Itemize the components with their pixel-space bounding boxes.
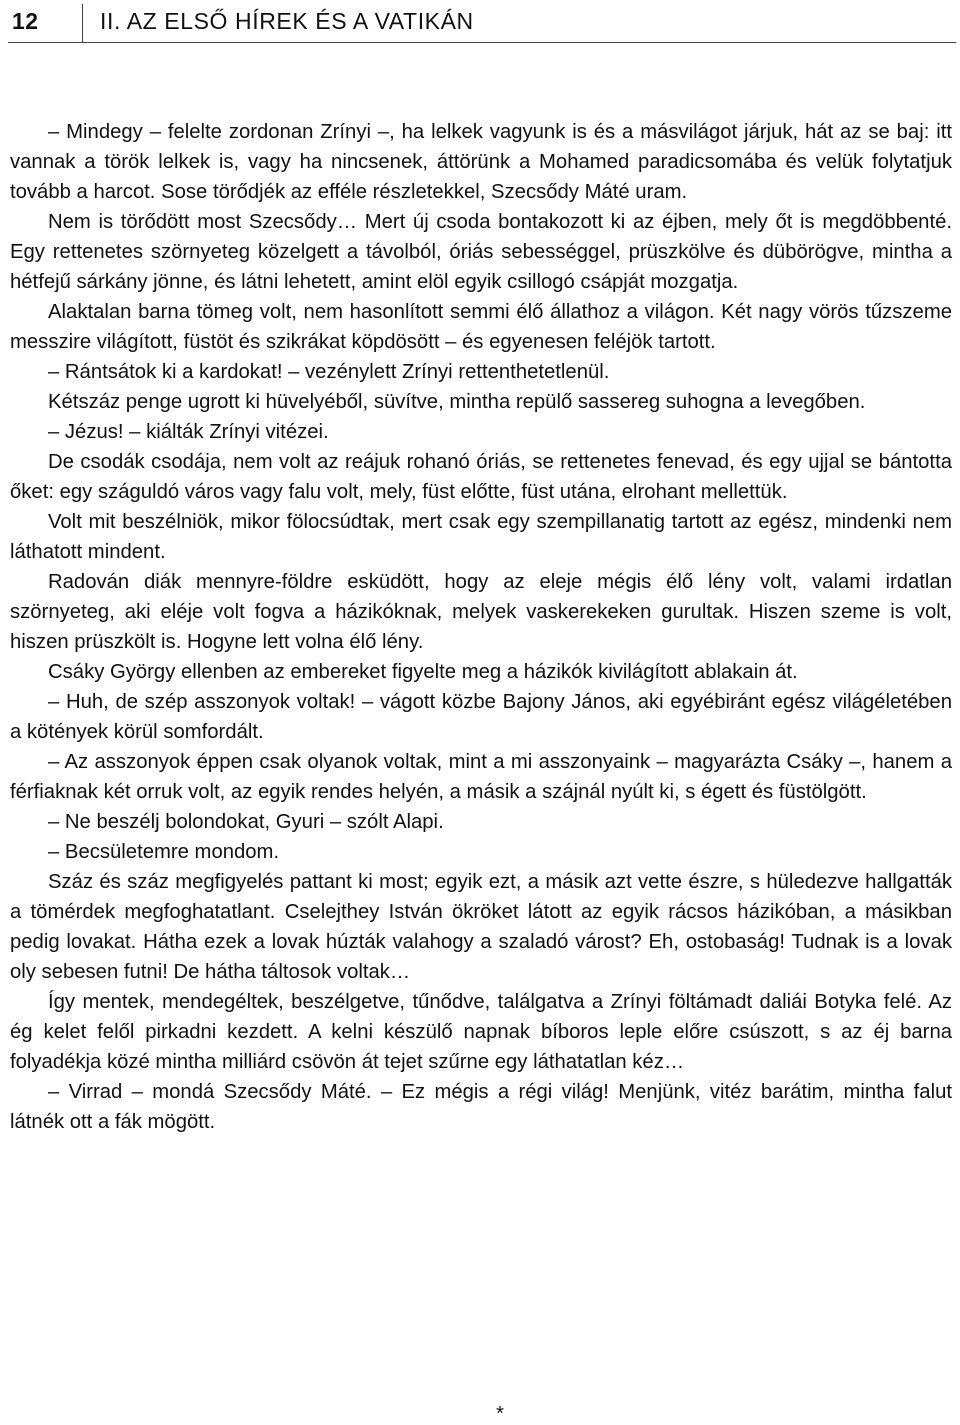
paragraph: Nem is törődött most Szecsődy… Mert új csoda bontakozott ki az éjben, mely őt is megdöbbenté. Egy rettenetes szörnyeteg közelgett a távolból, óriás sebességgel, prüszkölve és dübörögve, mintha a hétfejű sárkány jönne, és látni lehetett, amint elöl egyik csillogó csápját mozgatja.: [10, 211, 952, 293]
paragraph: Száz és száz megfigyelés pattant ki most; egyik ezt, a másik azt vette észre, s hüledezve hallgatták a tömérdek megfoghatatlant. Cselejthey István ökröket látott az egyik rácsos házikóban, a másikban pedig lovakat. Hátha ezek a lovak húzták valahogy a szaladó várost? Eh, ostobaság! Tudnak is a lovak oly sebesen futni! De hátha táltosok voltak…: [10, 871, 952, 983]
paragraph: Alaktalan barna tömeg volt, nem hasonlított semmi élő állathoz a világon. Két nagy vörös tűzszeme messzire világított, füstöt és szikrákat köpdösött – és egyenesen feléjök tartott.: [10, 301, 952, 353]
paragraph: Radován diák mennyre-földre esküdött, hogy az eleje mégis élő lény volt, valami irdatlan szörnyeteg, aki eléje volt fogva a házikóknak, melyek vaskerekeken gurultak. Hiszen szeme is volt, hiszen prüszkölt is. Hogyne lett volna élő lény.: [10, 571, 952, 653]
paragraph: De csodák csodája, nem volt az reájuk rohanó óriás, se rettenetes fenevad, és egy ujjal se bántotta őket: egy száguldó város vagy falu volt, mely, füst előtte, füst utána, elrohant mellettük.: [10, 451, 952, 503]
paragraph: – Rántsátok ki a kardokat! – vezénylett Zrínyi rettenthetetlenül.: [48, 361, 610, 383]
paragraph: – Virrad – mondá Szecsődy Máté. – Ez mégis a régi világ! Menjünk, vitéz barátim, mintha falut látnék ott a fák mögött.: [10, 1081, 952, 1133]
paragraph: – Becsületemre mondom.: [48, 841, 280, 863]
header-rule: [8, 42, 956, 43]
chapter-title: II. AZ ELSŐ HÍREK ÉS A VATIKÁN: [100, 8, 474, 34]
paragraph: – Az asszonyok éppen csak olyanok voltak, mint a mi asszonyaink – magyarázta Csáky –, hanem a férfiaknak két orruk volt, az egyik rendes helyén, a másik a szájnál nyúlt ki, s égett és füstölgött.: [10, 751, 952, 803]
paragraph: Csáky György ellenben az embereket figyelte meg a házikók kivilágított ablakain át.: [48, 661, 798, 683]
paragraph: – Mindegy – felelte zordonan Zrínyi –, ha lelkek vagyunk is és a másvilágot járjuk, hát az se baj: itt vannak a török lelkek is, vagy ha nincsenek, áttörünk a Mohamed paradicsomába és velük folytatjuk tovább a harcot. Sose törődjék az efféle részletekkel, Szecsődy Máté uram.: [10, 121, 952, 203]
paragraph: – Jézus! – kiálták Zrínyi vitézei.: [48, 421, 329, 443]
section-separator: *: [496, 1403, 504, 1425]
paragraph: – Huh, de szép asszonyok voltak! – vágott közbe Bajony János, aki egyébiránt egész világéletében a kötények körül somfordált.: [10, 691, 952, 743]
paragraph: – Ne beszélj bolondokat, Gyuri – szólt Alapi.: [48, 811, 444, 833]
running-header: [0, 0, 960, 42]
paragraph: Volt mit beszélniök, mikor fölocsúdtak, mert csak egy szempillanatig tartott az egész, mindenki nem láthatott mindent.: [10, 511, 952, 563]
header-divider: [82, 4, 83, 42]
paragraph: Kétszáz penge ugrott ki hüvelyéből, süvítve, mintha repülő sassereg suhogna a levegőben.: [48, 391, 866, 413]
body-text: [10, 117, 952, 1137]
paragraph: Így mentek, mendegéltek, beszélgetve, tűnődve, találgatva a Zrínyi föltámadt daliái Botyka felé. Az ég kelet felől pirkadni kezdett. A kelni készülő napnak bíboros leple előre csúszott, s az éj barna folyadékja közé mintha milliárd csövön át tejet szűrne egy láthatatlan kéz…: [10, 991, 952, 1073]
page-number: 12: [12, 8, 39, 34]
